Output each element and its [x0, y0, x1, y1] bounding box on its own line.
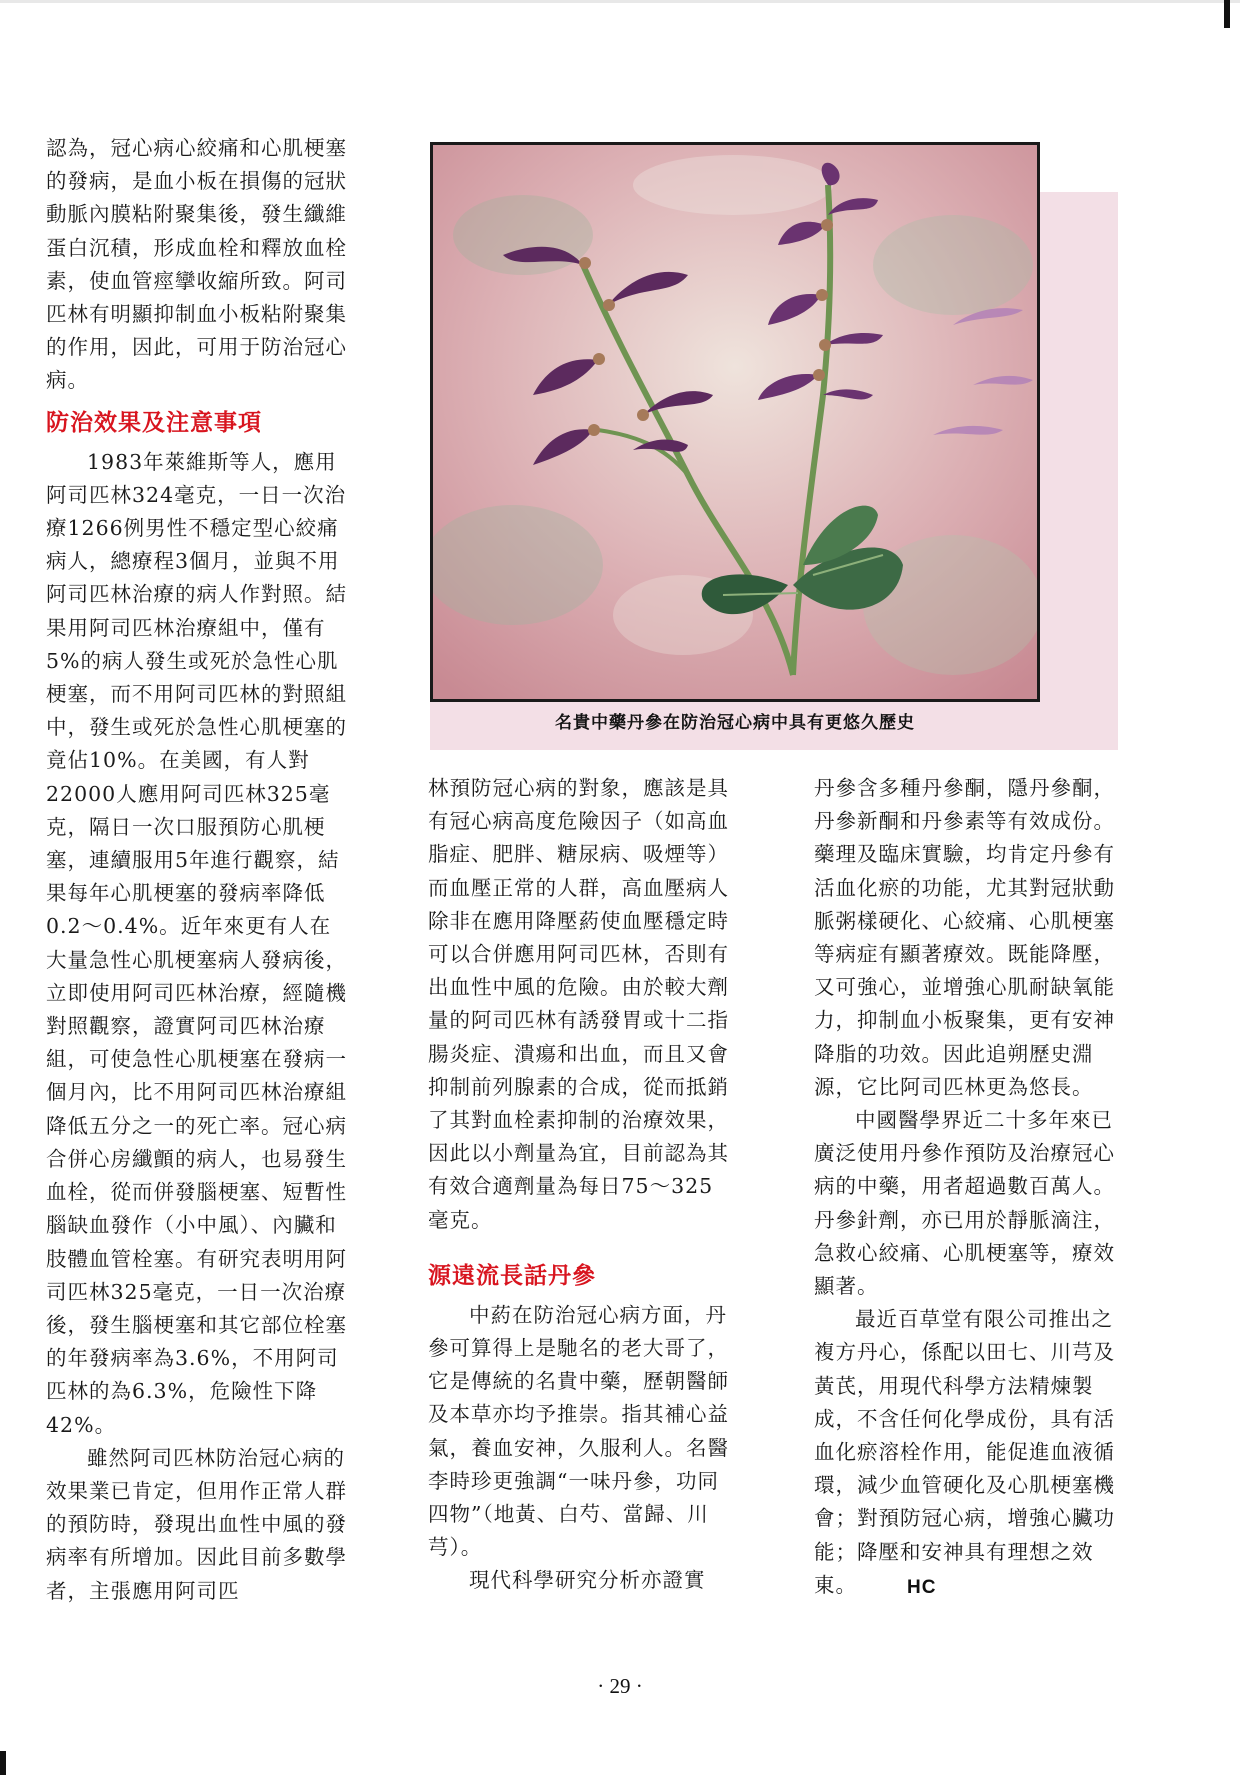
- hc-logo-icon: [905, 1575, 951, 1597]
- page-number: · 29 ·: [597, 1674, 643, 1698]
- right-column: [814, 772, 1120, 1602]
- scan-edge: [0, 0, 1240, 3]
- scan-corner-mark-bottom: [0, 1751, 6, 1775]
- china-usage-paragraph: 中國醫學界近二十多年來已廣泛使用丹參作預防及治療冠心病的中藥，用者超過數百萬人。丹參針劑，亦已用於靜脈滴注，急救心絞痛、心肌梗塞等，療效顯著。: [814, 1108, 1115, 1299]
- effects-paragraph: 1983年萊維斯等人，應用阿司匹林324毫克，一日一次治療1266例男性不穩定型心絞痛病人，總療程3個月，並與不用阿司匹林治療的病人作對照。結果用阿司匹林治療組中，僅有5%的病人發生或死於急性心肌梗塞，而不用阿司匹林的對照組中，發生或死於急性心肌梗塞的竟佔10%。在美國，有人對22000人應用阿司匹林325毫克，隔日一次口服預防心肌梗塞，連續服用5年進行觀察，結果每年心肌梗塞的發病率降低0.2～0.4%。近年來更有人在大量急性心肌梗塞病人發病後，立即使用阿司匹林治療，經隨機對照觀察，證實阿司匹林治療組，可使急性心肌梗塞在發病一個月內，比不用阿司匹林治療組降低五分之一的死亡率。冠心病合併心房纖顫的病人，也易發生血栓，從而併發腦梗塞、短暫性腦缺血發作（小中風）、內臟和肢體血管栓塞。有研究表明用阿司匹林325毫克，一日一次治療後，發生腦梗塞和其它部位栓塞的年發病率為3.6%，不用阿司匹林的為6.3%，危險性下降42%。: [46, 449, 347, 1437]
- product-paragraph: 最近百草堂有限公司推出之複方丹心，係配以田七、川芎及黃芪，用現代科學方法精煉製成，不含任何化學成份，具有活血化瘀溶栓作用，能促進血液循環，減少血管硬化及心肌梗塞機會；對預防冠心病，增強心臟功能；降壓和安神具有理想之效東。: [814, 1307, 1115, 1597]
- figure: [430, 142, 1118, 750]
- product-paragraph-wrap: [814, 1303, 1120, 1602]
- danshen-components-paragraph: 丹參含多種丹參酮，隱丹參酮，丹參新酮和丹參素等有效成份。藥理及臨床實驗，均肯定丹參有活血化瘀的功能，尤其對冠狀動脈粥樣硬化、心絞痛、心肌梗塞等病症有顯著療效。既能降壓，又可強心，並增強心肌耐缺氧能力，抑制血小板聚集，更有安神降脂的功效。因此追朔歷史淵源，它比阿司匹林更為悠長。: [814, 776, 1115, 1099]
- danshen-paragraph: 中葯在防治冠心病方面，丹參可算得上是馳名的老大哥了，它是傳統的名貴中藥，歷朝醫師及本草亦均予推崇。指其補心益氣，養血安神，久服利人。名醫李時珍更強調“一味丹參，功同四物”（地黃、白芍、當歸、川芎）。: [428, 1302, 729, 1560]
- section-heading-effects: 防治效果及注意事項: [46, 409, 262, 436]
- middle-column: [428, 772, 734, 1598]
- figure-caption: 名貴中藥丹參在防治冠心病中具有更悠久歷史: [555, 713, 915, 733]
- scan-corner-mark: [1224, 0, 1230, 28]
- left-column: [46, 132, 352, 1608]
- modern-research-paragraph: 現代科學研究分析亦證實: [469, 1568, 706, 1593]
- section-heading-danshen: 源遠流長話丹參: [428, 1262, 596, 1289]
- aspirin-caution-paragraph: 雖然阿司匹林防治冠心病的效果業已肯定，但用作正常人群的預防時，發現出血性中風的發病率有所增加。因此目前多數學者，主張應用阿司匹: [46, 1445, 347, 1603]
- intro-paragraph: 認為，冠心病心絞痛和心肌梗塞的發病，是血小板在損傷的冠狀動脈內膜粘附聚集後，發生纖維蛋白沉積，形成血栓和釋放血栓素，使血管痙攣收縮所致。阿司匹林有明顯抑制血小板粘附聚集的作用，因此，可用于防治冠心病。: [46, 136, 347, 393]
- salvia-plant-illustration: [433, 145, 1037, 699]
- svg-text:HC: HC: [907, 1577, 937, 1598]
- figure-backdrop: [1030, 192, 1118, 750]
- prevention-paragraph: 林預防冠心病的對象，應該是具有冠心病高度危險因子（如高血脂症、肥胖、糖尿病、吸煙等）而血壓正常的人群，高血壓病人除非在應用降壓葯使血壓穩定時可以合併應用阿司匹林，否則有出血性中風的危險。由於較大劑量的阿司匹林有誘發胃或十二指腸炎症、潰瘍和出血，而且又會抑制前列腺素的合成，從而抵銷了其對血栓素抑制的治療效果，因此以小劑量為宜，目前認為其有效合適劑量為每日75～325毫克。: [428, 776, 729, 1232]
- salvia-photo: [430, 142, 1040, 702]
